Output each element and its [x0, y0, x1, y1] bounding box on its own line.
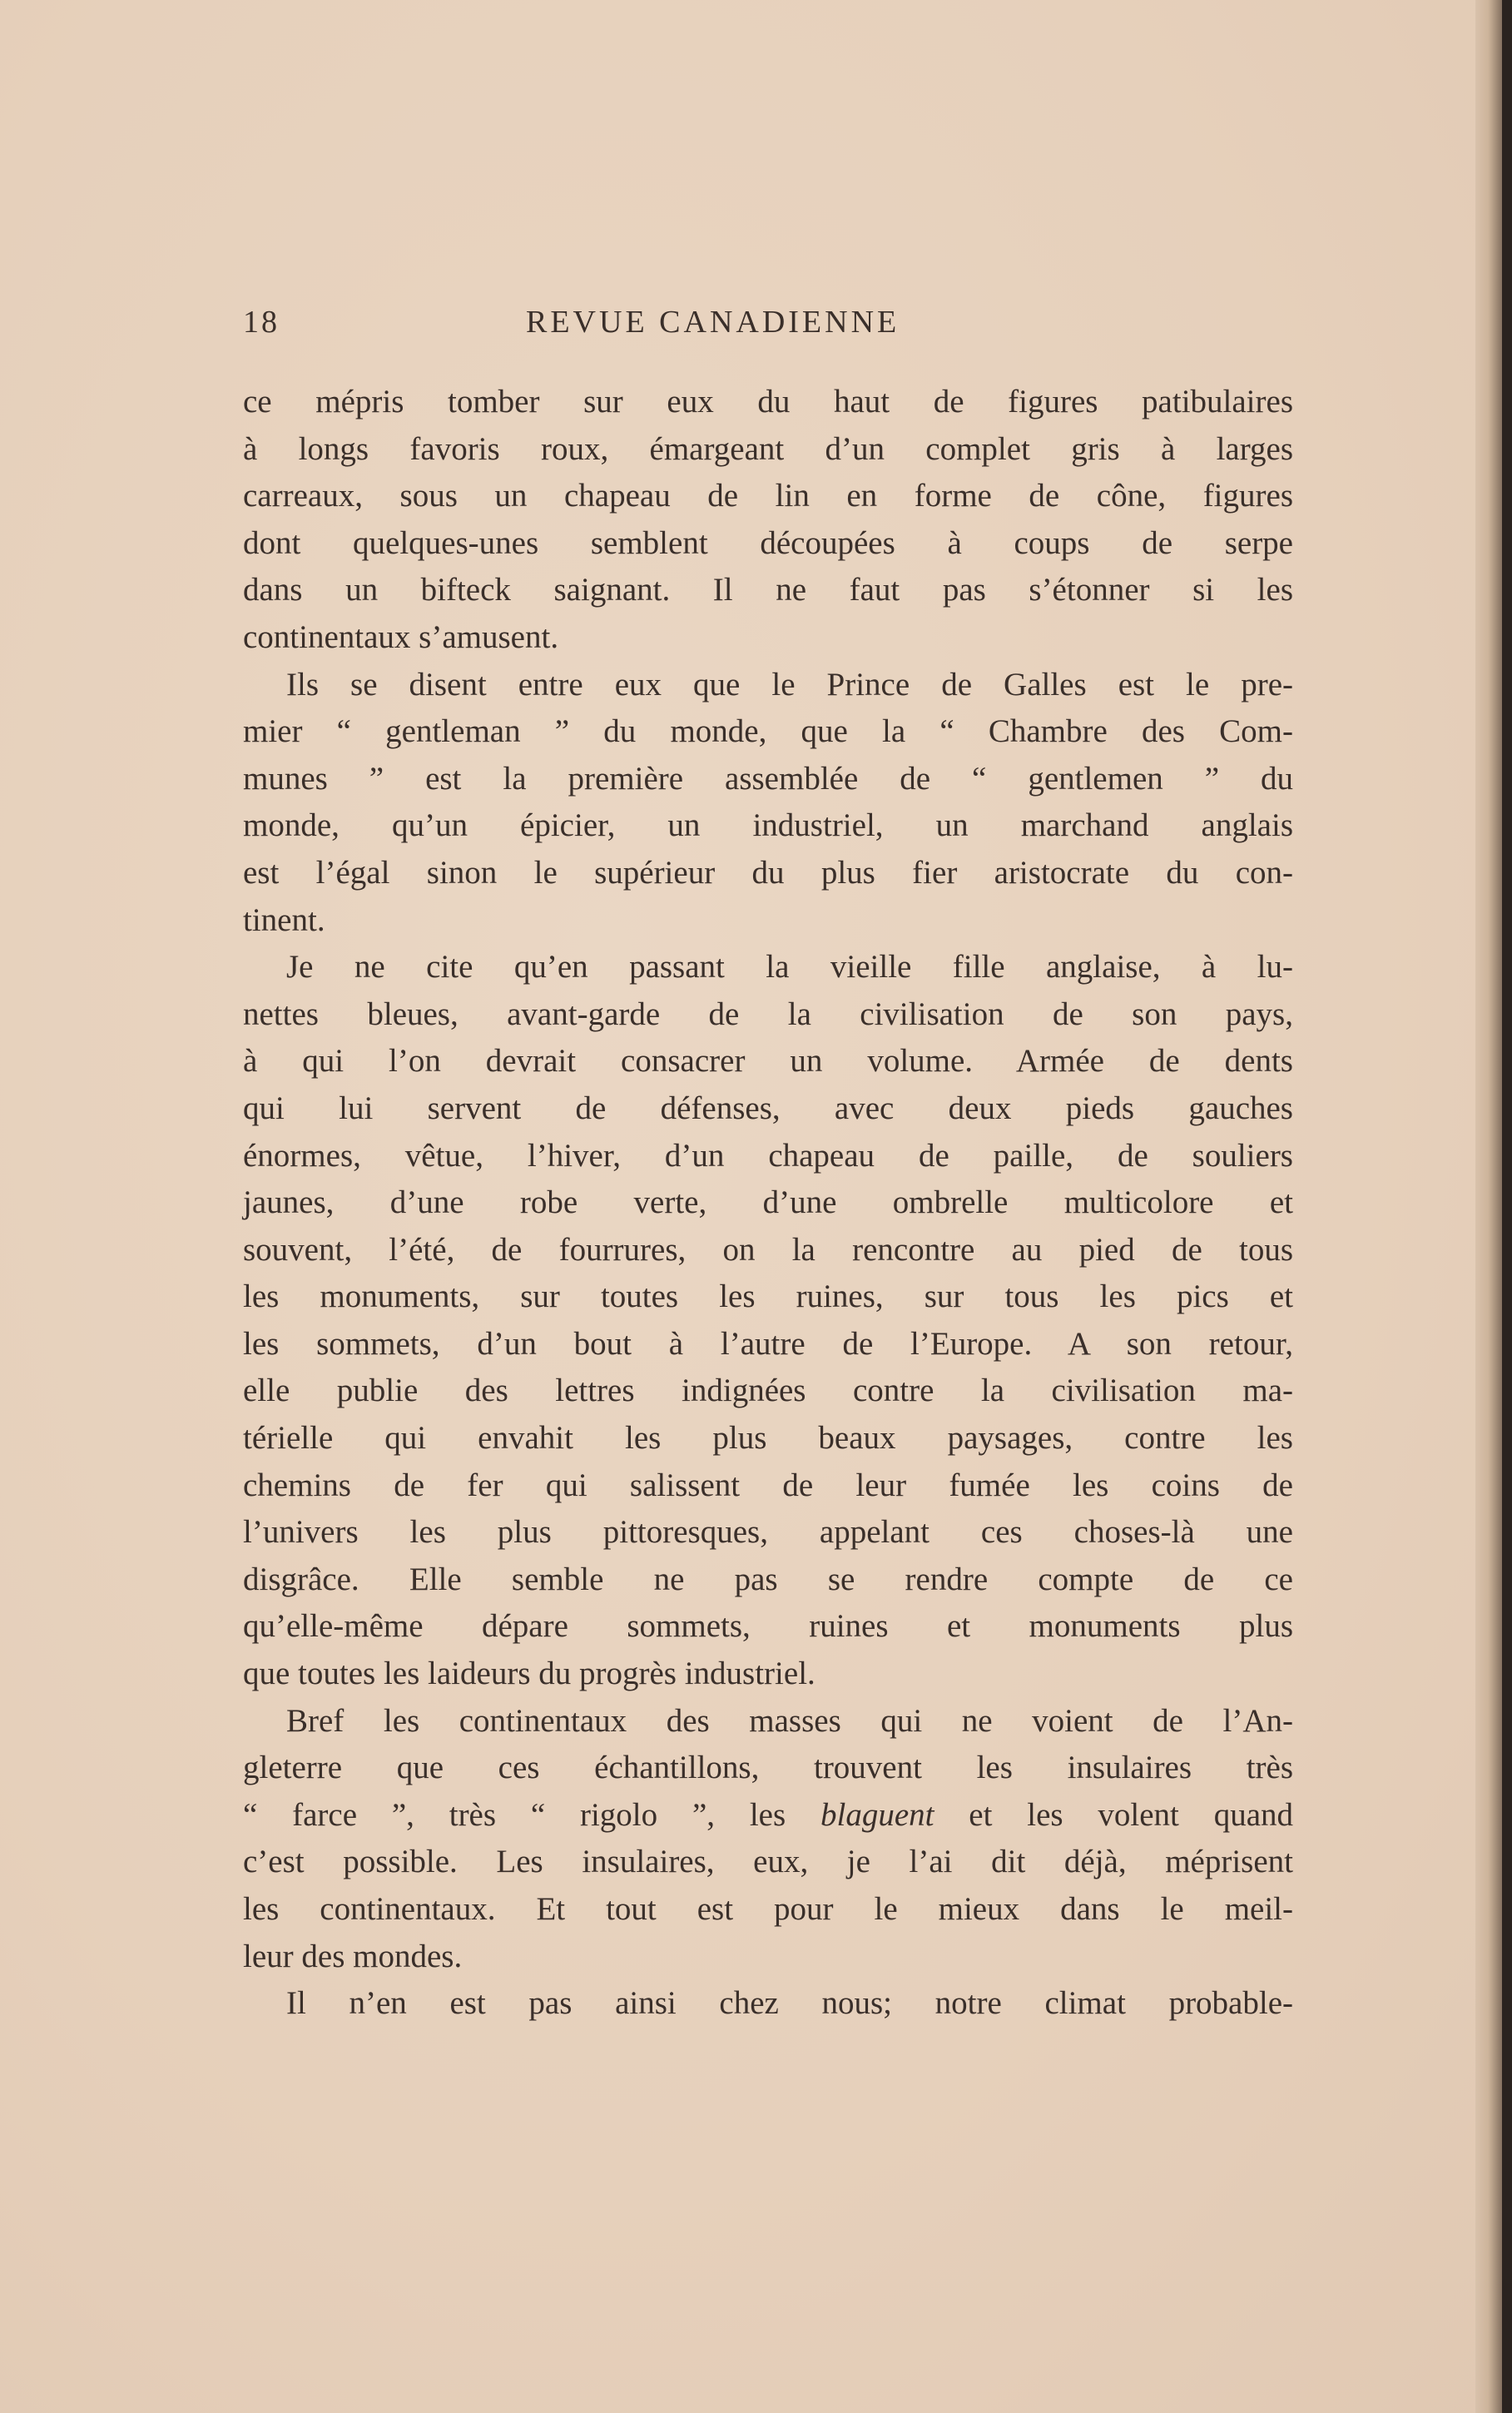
text-line: Ils se disent entre eux que le Prince de Galles est le pre- — [286, 666, 1293, 703]
text-line: gleterre que ces échantillons, trouvent les insulaires très — [243, 1750, 1293, 1786]
text-line: nettes bleues, avant-garde de la civilisation de son pays, — [243, 995, 1293, 1032]
text-line: chemins de fer qui salissent de leur fumée les coins de — [243, 1467, 1293, 1503]
running-title: REVUE CANADIENNE — [526, 305, 900, 340]
text-line: mier “ gentleman ” du monde, que la “ Chambre des Com- — [243, 713, 1293, 750]
text-line: Je ne cite qu’en passant la vieille fille anglaise, à lu- — [286, 949, 1293, 986]
text-line: que toutes les laideurs du progrès industriel. — [243, 1656, 815, 1692]
page-binding-edge — [1502, 0, 1512, 2413]
text-fragment: et les volent quand — [934, 1796, 1293, 1833]
text-line: à longs favoris roux, émargeant d’un complet gris à larges — [243, 430, 1293, 467]
text-line: l’univers les plus pittoresques, appelant ces choses-là une — [243, 1514, 1293, 1551]
page-number: 18 — [243, 305, 280, 340]
text-line: jaunes, d’une robe verte, d’une ombrelle multicolore et — [243, 1184, 1293, 1221]
body-text — [243, 379, 1293, 2028]
text-line: elle publie des lettres indignées contre la civilisation ma- — [243, 1373, 1293, 1409]
text-line: tinent. — [243, 901, 325, 938]
text-line: qui lui servent de défenses, avec deux pieds gauches — [243, 1090, 1293, 1126]
text-line: continentaux s’amusent. — [243, 618, 559, 655]
text-fragment: “ farce ”, très “ rigolo ”, les — [243, 1796, 820, 1833]
text-line: qu’elle-même dépare sommets, ruines et monuments plus — [243, 1608, 1293, 1645]
running-header — [243, 304, 1291, 345]
text-line: Bref les continentaux des masses qui ne voient de l’An- — [286, 1702, 1293, 1739]
text-line: les continentaux. Et tout est pour le mieux dans le meil- — [243, 1891, 1293, 1927]
text-line: à qui l’on devrait consacrer un volume. Armée de dents — [243, 1043, 1293, 1080]
text-line: ce mépris tomber sur eux du haut de figures patibulaires — [243, 384, 1293, 420]
text-line: souvent, l’été, de fourrures, on la rencontre au pied de tous — [243, 1231, 1293, 1268]
text-line: disgrâce. Elle semble ne pas se rendre compte de ce — [243, 1561, 1293, 1597]
text-line: carreaux, sous un chapeau de lin en forme de cône, figures — [243, 478, 1293, 514]
text-line: est l’égal sinon le supérieur du plus fier aristocrate du con- — [243, 854, 1293, 891]
text-line: c’est possible. Les insulaires, eux, je l’ai dit déjà, méprisent — [243, 1844, 1293, 1880]
text-line: dont quelques-unes semblent découpées à coups de serpe — [243, 524, 1293, 561]
text-line: leur des mondes. — [243, 1938, 463, 1974]
text-line: Il n’en est pas ainsi chez nous; notre climat probable- — [286, 1985, 1293, 2022]
text-line: énormes, vêtue, l’hiver, d’un chapeau de paille, de souliers — [243, 1137, 1293, 1174]
text-line: les sommets, d’un bout à l’autre de l’Europe. A son retour, — [243, 1325, 1293, 1362]
text-line — [243, 1792, 1293, 1840]
italic-word: blaguent — [820, 1796, 934, 1833]
text-line: monde, qu’un épicier, un industriel, un marchand anglais — [243, 807, 1293, 844]
text-line: térielle qui envahit les plus beaux paysages, contre les — [243, 1420, 1293, 1457]
text-line: munes ” est la première assemblée de “ gentlemen ” du — [243, 760, 1293, 797]
text-line: dans un bifteck saignant. Il ne faut pas s’étonner si les — [243, 572, 1293, 608]
text-line: les monuments, sur toutes les ruines, sur tous les pics et — [243, 1278, 1293, 1315]
